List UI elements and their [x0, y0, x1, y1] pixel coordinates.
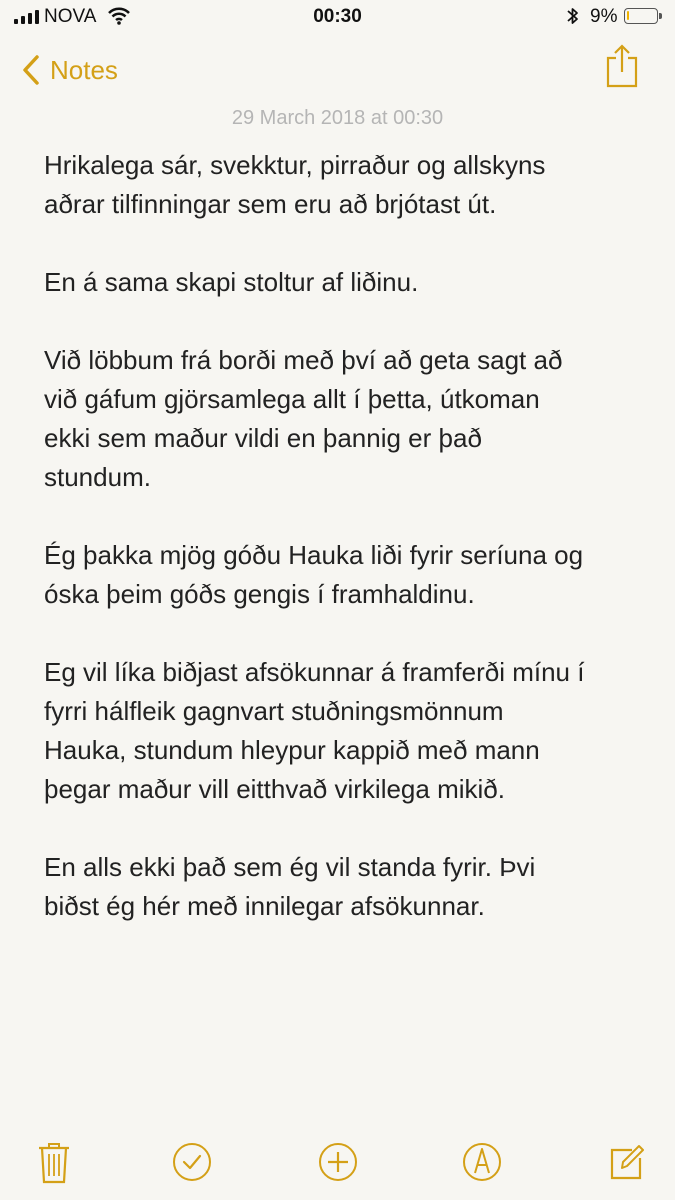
bluetooth-icon	[566, 4, 580, 28]
note-paragraph: Eg vil líka biðjast afsökunnar á framferði mínu í fyrri hálfleik gagnvart stuðningsmönnum Hauka, stundum hleypur kappið með mann þegar maður vill eitthvað virkilega mikið.	[44, 657, 585, 804]
battery-percent: 9%	[590, 6, 618, 27]
note-timestamp: 29 March 2018 at 00:30	[231, 107, 444, 129]
battery-tip	[659, 13, 662, 19]
chevron-left-icon	[22, 54, 40, 86]
bottom-toolbar	[0, 1140, 675, 1190]
trash-icon[interactable]	[34, 1140, 74, 1184]
share-icon[interactable]	[604, 42, 640, 90]
compose-icon[interactable]	[606, 1140, 646, 1184]
note-paragraph: En á sama skapi stoltur af liðinu.	[44, 267, 419, 297]
markup-icon[interactable]	[462, 1140, 502, 1184]
note-body[interactable]	[44, 146, 644, 965]
note-paragraph: Við löbbum frá borði með því að geta sagt að við gáfum gjörsamlega allt í þetta, útkoman ekki sem maður vildi en þannig er það stundum.	[44, 345, 563, 492]
back-button[interactable]	[22, 50, 118, 90]
battery-level-fill	[627, 11, 629, 20]
clock: 00:30	[313, 6, 362, 27]
battery-icon	[624, 8, 658, 24]
carrier-label: NOVA	[44, 6, 97, 27]
note-paragraph: En alls ekki það sem ég vil standa fyrir. Þvi biðst ég hér með innilegar afsökunnar.	[44, 852, 536, 921]
status-bar	[0, 0, 675, 36]
add-icon[interactable]	[318, 1140, 358, 1184]
note-paragraph: Hrikalega sár, svekktur, pirraður og allskyns aðrar tilfinningar sem eru að brjótast út.	[44, 150, 546, 219]
back-label: Notes	[50, 54, 118, 85]
note-paragraph: Ég þakka mjög góðu Hauka liði fyrir seríuna og óska þeim góðs gengis í framhaldinu.	[44, 540, 584, 609]
checklist-icon[interactable]	[172, 1140, 212, 1184]
